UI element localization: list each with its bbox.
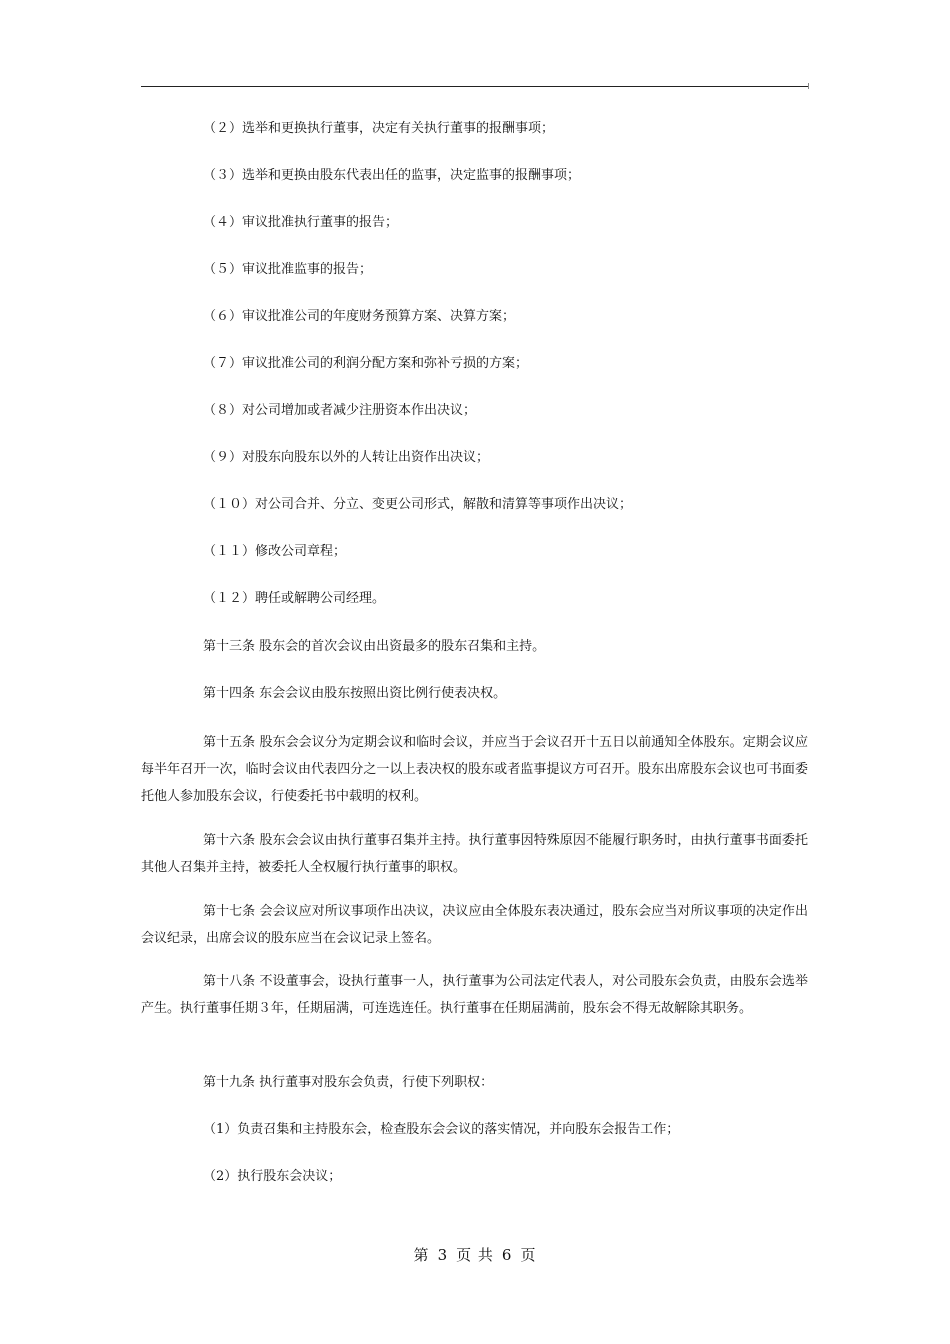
list-item: （２）选举和更换执行董事，决定有关执行董事的报酬事项； [203,121,555,136]
header-rule-end-mark [808,83,809,89]
list-item: （１２）聘任或解聘公司经理。 [203,591,386,606]
page-number: 3 [437,1246,449,1264]
list-item: （３）选举和更换由股东代表出任的监事，决定监事的报酬事项； [203,168,581,183]
article-19: 第十九条 执行董事对股东会负责，行使下列职权： [203,1075,494,1090]
list-item: （６）审议批准公司的年度财务预算方案、决算方案； [203,309,516,324]
page-footer [0,1244,950,1265]
list-item: （５）审议批准监事的报告； [203,262,373,277]
article-14: 第十四条 东会会议由股东按照出资比例行使表决权。 [203,686,507,701]
article-17: 第十七条 会会议应对所议事项作出决议，决议应由全体股东表决通过，股东会应当对所议事项的决定作出会议纪录，出席会议的股东应当在会议记录上签名。 [141,904,808,946]
footer-suffix: 页 [520,1246,537,1264]
article-15: 第十五条 股东会会议分为定期会议和临时会议，并应当于会议召开十五日以前通知全体股东。定期会议应每半年召开一次，临时会议由代表四分之一以上表决权的股东或者监事提议方可召开。股东出席股东会议也可书面委托他人参加股东会议，行使委托书中载明的权利。 [141,735,808,804]
list-item: （2）执行股东会决议； [203,1169,342,1184]
footer-middle: 页 共 [456,1246,494,1264]
header-rule [141,86,808,87]
footer-prefix: 第 [413,1246,430,1264]
article-18: 第十八条 不设董事会，设执行董事一人，执行董事为公司法定代表人，对公司股东会负责，由股东会选举产生。执行董事任期３年，任期届满，可连选连任。执行董事在任期届满前，股东会不得无故解除其职务。 [141,974,808,1016]
list-item: （１０）对公司合并、分立、变更公司形式，解散和清算等事项作出决议； [203,497,633,512]
page-total: 6 [501,1246,513,1264]
list-item: （1）负责召集和主持股东会，检查股东会会议的落实情况，并向股东会报告工作； [203,1122,680,1137]
list-item: （７）审议批准公司的利润分配方案和弥补亏损的方案； [203,356,529,371]
list-item: （４）审议批准执行董事的报告； [203,215,399,230]
article-16: 第十六条 股东会会议由执行董事召集并主持。执行董事因特殊原因不能履行职务时，由执行董事书面委托其他人召集并主持，被委托人全权履行执行董事的职权。 [141,833,808,875]
list-item: （８）对公司增加或者减少注册资本作出决议； [203,403,477,418]
article-13: 第十三条 股东会的首次会议由出资最多的股东召集和主持。 [203,639,546,654]
list-item: （１１）修改公司章程； [203,544,347,559]
list-item: （９）对股东向股东以外的人转让出资作出决议； [203,450,490,465]
